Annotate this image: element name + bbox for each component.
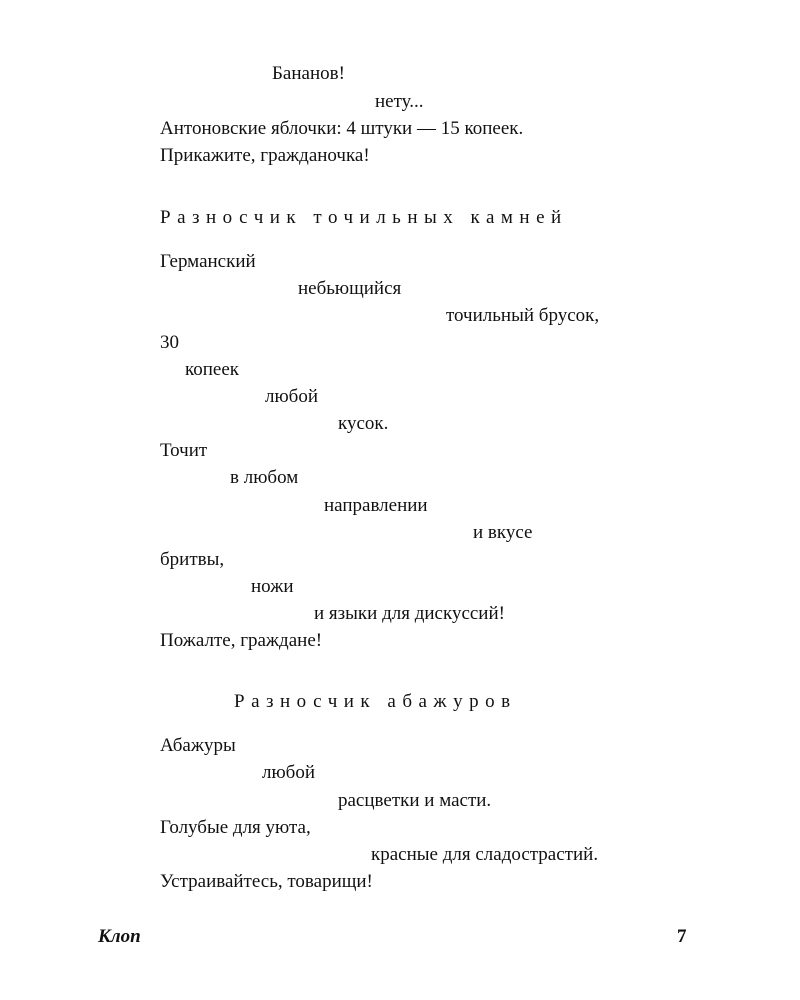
poem-line: Бананов! — [272, 63, 345, 84]
poem-line: Устраивайтесь, товарищи! — [160, 871, 373, 892]
speaker-heading: Разносчик точильных камней — [160, 207, 568, 228]
running-footer-title: Клоп — [98, 926, 141, 947]
poem-line: любой — [265, 386, 319, 407]
page-number: 7 — [677, 926, 687, 947]
poem-line: нету... — [375, 91, 424, 112]
poem-line: Антоновские яблочки: 4 штуки — 15 копеек. — [160, 118, 524, 139]
poem-line: и вкусе — [473, 522, 533, 543]
poem-line: небьющийся — [298, 278, 402, 299]
poem-line: расцветки и масти. — [338, 790, 492, 811]
poem-line: Германский — [160, 251, 256, 272]
poem-line: ножи — [251, 576, 294, 597]
poem-line: Голубые для уюта, — [160, 817, 311, 838]
poem-line: Абажуры — [160, 735, 236, 756]
poem-line: точильный брусок, — [446, 305, 600, 326]
poem-line: 30 — [160, 332, 179, 353]
poem-line: Пожалте, граждане! — [160, 630, 323, 651]
speaker-heading: Разносчик абажуров — [234, 691, 517, 712]
poem-line: и языки для дискуссий! — [314, 603, 505, 624]
poem-line: копеек — [185, 359, 240, 380]
poem-line: любой — [262, 762, 316, 783]
poem-line: направлении — [324, 495, 428, 516]
poem-line: бритвы, — [160, 549, 225, 570]
poem-line: красные для сладострастий. — [371, 844, 599, 865]
poem-line: кусок. — [338, 413, 389, 434]
poem-line: в любом — [230, 467, 299, 488]
poem-line: Точит — [160, 440, 208, 461]
poem-line: Прикажите, гражданочка! — [160, 145, 370, 166]
